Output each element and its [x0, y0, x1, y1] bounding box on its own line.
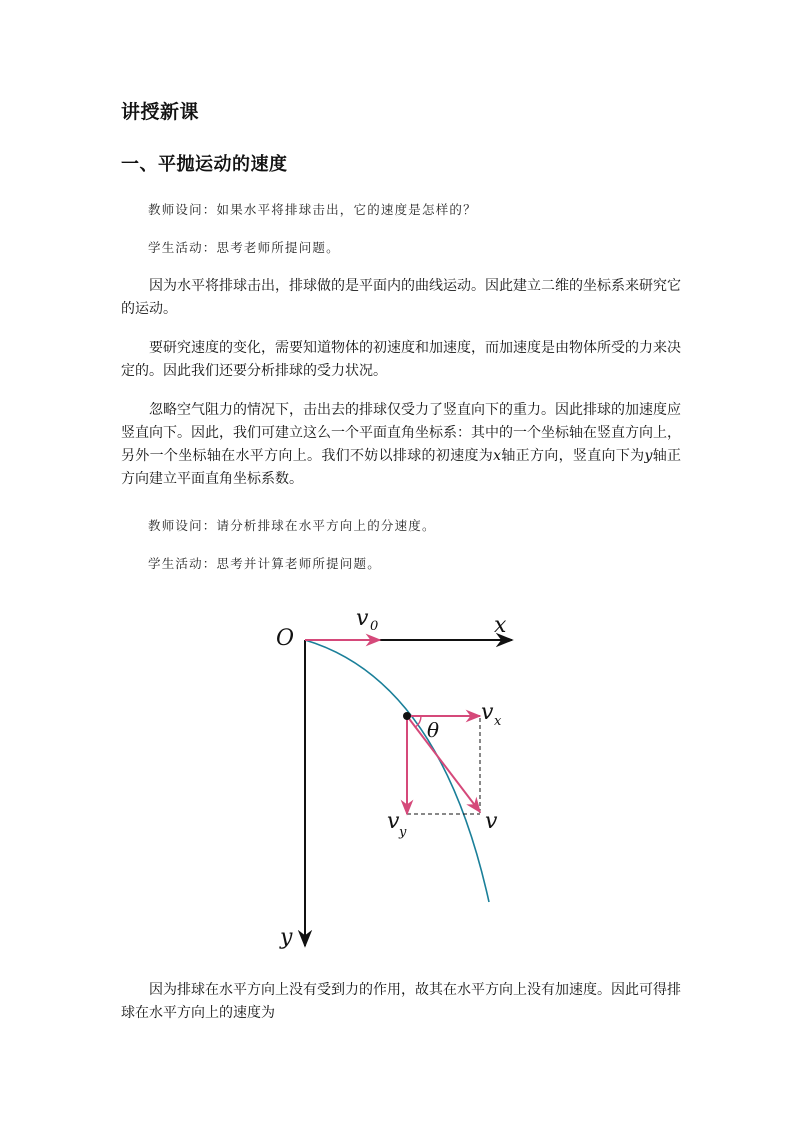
teacher-question-2: 教师设问：请分析排球在水平方向上的分速度。 [148, 518, 436, 533]
paragraph-3-part1: 忽略空气阻力的情况下，击出去的排球仅受力了竖直向下的重力。因此排球的加速度应竖直向下。因此，我们可建立这么一个平面直角坐标系：其中的一个坐标轴在竖直方向上，另外一个坐标轴在水平方向上。我们不妨以排球的初速度为 [121, 402, 681, 464]
v0-subscript: 0 [370, 619, 379, 634]
teacher-question-1: 教师设问：如果水平将排球击出，它的速度是怎样的？ [148, 202, 477, 217]
var-y: y [644, 448, 653, 464]
ball-point [403, 712, 411, 720]
vx-subscript: x [494, 714, 502, 729]
v0-label: v [356, 606, 369, 631]
x-axis-label: x [494, 613, 507, 638]
subsection-heading: 一、平抛运动的速度 [121, 154, 288, 175]
theta-label: θ [427, 718, 440, 742]
origin-label: O [276, 626, 295, 651]
paragraph-2: 要研究速度的变化，需要知道物体的初速度和加速度，而加速度是由物体所受的力来决定的。因此我们还要分析排球的受力状况。 [121, 340, 681, 379]
v-vector [407, 716, 480, 812]
paragraph-3-part3: 轴正方向建立平面直角坐标系数。 [121, 448, 682, 487]
v-label: v [485, 809, 498, 834]
var-x: x [493, 448, 502, 464]
vy-label: v [387, 809, 400, 834]
student-activity-1: 学生活动：思考老师所提问题。 [148, 240, 340, 255]
y-axis-label: y [280, 925, 293, 950]
student-activity-2: 学生活动：思考并计算老师所提问题。 [148, 556, 381, 571]
vy-subscript: y [399, 825, 407, 840]
paragraph-3-part2: 轴正方向，竖直向下为 [501, 448, 645, 464]
paragraph-1: 因为水平将排球击出，排球做的是平面内的曲线运动。因此建立二维的坐标系来研究它的运动。 [121, 278, 681, 317]
paragraph-4: 因为排球在水平方向上没有受到力的作用，故其在水平方向上没有加速度。因此可得排球在水平方向上的速度为 [121, 982, 681, 1021]
vx-label: v [481, 700, 494, 725]
section-heading: 讲授新课 [121, 101, 200, 123]
trajectory-curve [305, 640, 489, 902]
